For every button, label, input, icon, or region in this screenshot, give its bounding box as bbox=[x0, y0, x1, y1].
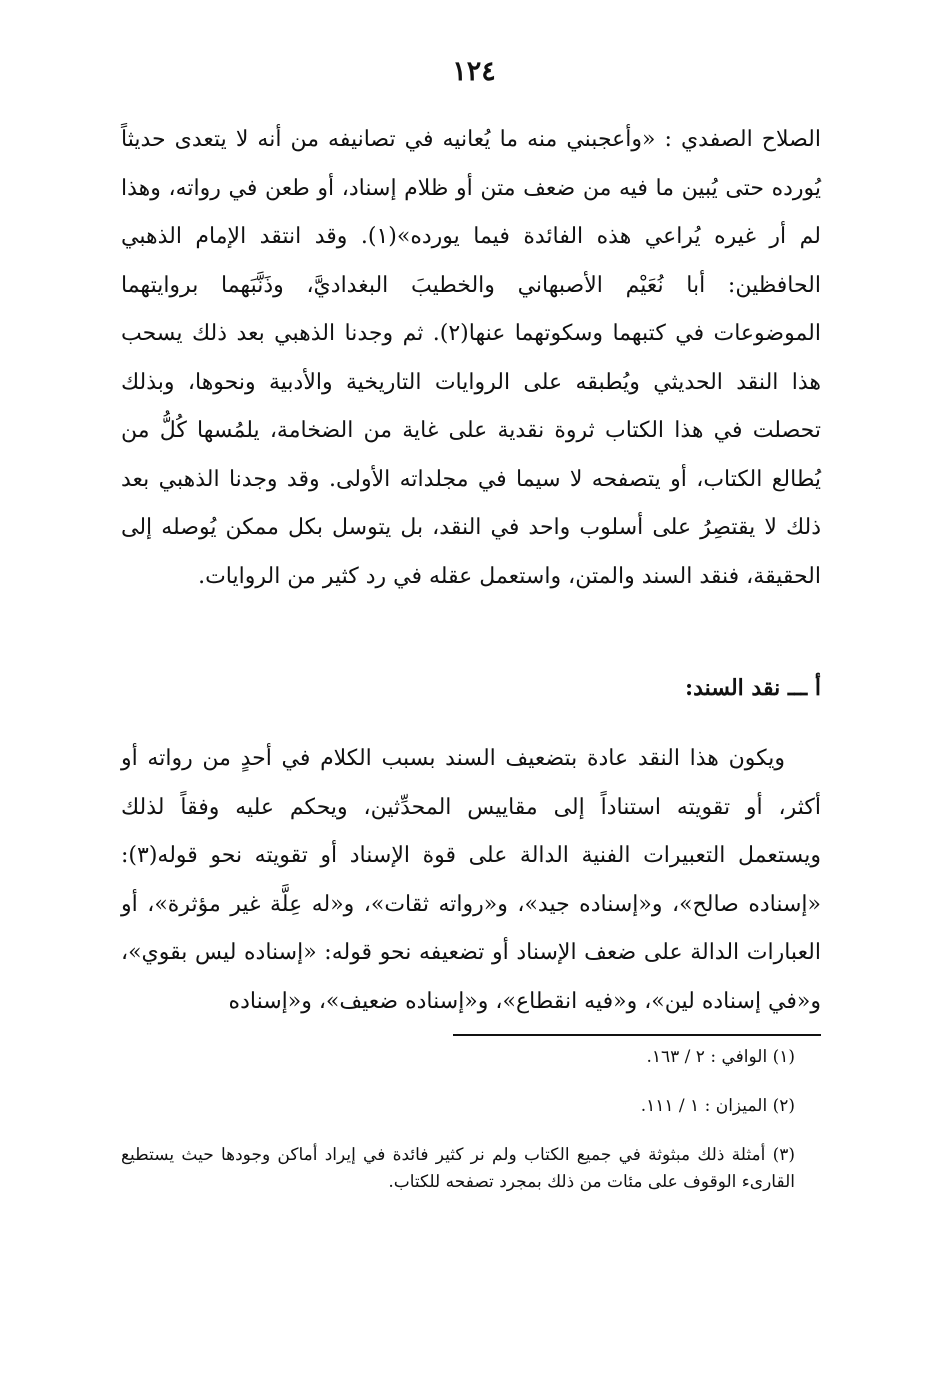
paragraph-text: ويكون هذا النقد عادة بتضعيف السند بسبب الكلام في أحدٍ من رواته أو أكثر، أو تقويته استناداً إلى مقاييس المحدِّثين، ويحكم عليه وفقاً لذلك ويستعمل التعبيرات الفنية الدالة على قوة الإسناد أو تقويته نحو قوله(٣): «إسناده صالح»، و«إسناده جيد»، و«رواته ثقات»، و«له عِلَّة غير مؤثرة»، أو العبارات الدالة على ضعف الإسناد أو تضعيفه نحو قوله: «إسناده ليس بقوي»، و«في إسناده لين»، و«فيه انقطاع»، و«إسناده ضعيف»، و«إسناده bbox=[121, 746, 821, 1014]
body-paragraph-1 bbox=[121, 116, 821, 601]
paragraph-text: الصلاح الصفدي : «وأعجبني منه ما يُعانيه في تصانيفه من أنه لا يتعدى حديثاً يُورده حتى يُبين ما فيه من ضعف متن أو ظلام إسناد، أو طعن في رواته، وهذا لم أر غيره يُراعي هذه الفائدة فيما يورده»(١). وقد انتقد الإمام الذهبي الحافظين: أبا نُعَيْم الأصبهاني والخطيبَ البغداديَّ، وذَنَّبَهما بروايتهما الموضوعات في كتبهما وسكوتهما عنها(٢). ثم وجدنا الذهبي بعد ذلك يسحب هذا النقد الحديثي ويُطبقه على الروايات التاريخية والأدبية ونحوها، وبذلك تحصلت في هذا الكتاب ثروة نقدية على غاية من الضخامة، يلمُسها كُلُّ من يُطالع الكتاب، أو يتصفحه لا سيما في مجلداته الأولى. وقد وجدنا الذهبي بعد ذلك لا يقتصِرُ على أسلوب واحد في النقد، بل يتوسل بكل ممكن يُوصله إلى الحقيقة، فنقد السند والمتن، واستعمل عقله في رد كثير من الروايات. bbox=[121, 127, 821, 589]
footnote-1: (١) الوافي : ٢ / ١٦٣. bbox=[646, 1047, 795, 1067]
page-number: ١٢٤ bbox=[452, 56, 496, 87]
footnote-divider bbox=[453, 1034, 821, 1036]
body-paragraph-2 bbox=[121, 713, 821, 1048]
footnote-2: (٢) الميزان : ١ / ١١١. bbox=[640, 1096, 795, 1116]
footnotes bbox=[121, 1044, 821, 1196]
section-heading: أ ـــ نقد السند: bbox=[685, 675, 821, 701]
footnote-3: (٣) أمثلة ذلك مبثوثة في جميع الكتاب ولم نر كثير فائدة في إيراد أماكن وجودها حيث يستطيع القارىء الوقوف على مئات من ذلك بمجرد تصفحه للكتاب. bbox=[121, 1145, 795, 1192]
